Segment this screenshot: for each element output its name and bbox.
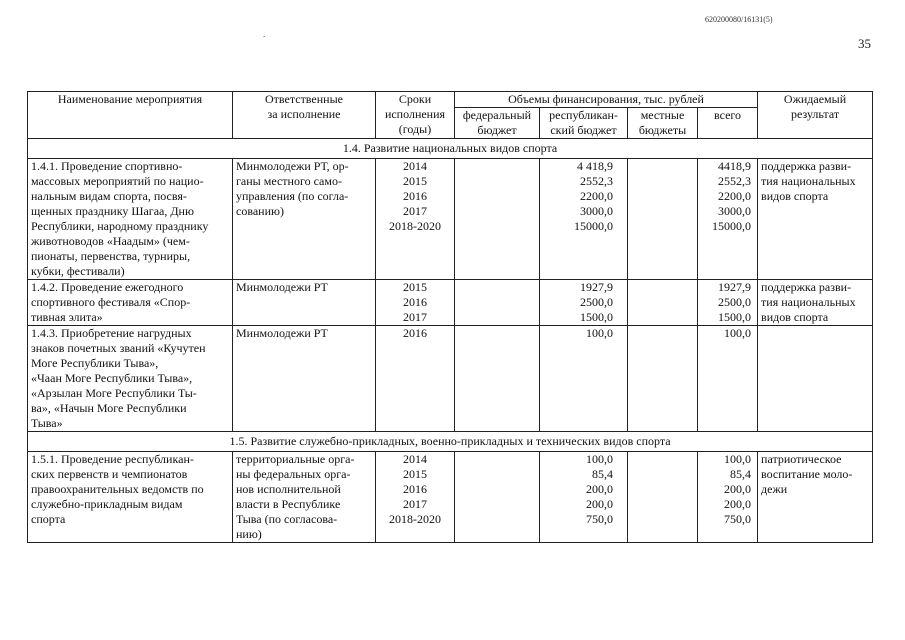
cell-line: кубки, фестивали) [31,264,125,278]
cell-responsible [233,280,376,326]
financing-table [27,91,873,543]
cell-federal [455,452,540,543]
cell-line: массовых мероприятий по нацио- [31,174,204,188]
cell-local [628,159,698,280]
cell-line: Сроки [398,92,432,106]
cell-line: пионаты, первенства, турниры, [31,249,191,263]
cell-line: 2552,3 [580,174,613,188]
cell-total [698,452,758,543]
cell-line: нию) [236,527,262,541]
cell-line: «Арзылан Моге Республики Ты- [31,386,197,400]
header-local [628,108,698,139]
cell-line: 2200,0 [580,189,613,203]
cell-line: 2016 [403,189,427,203]
cell-line: воспитание моло- [761,467,853,481]
cell-total [698,159,758,280]
cell-line: 2014 [403,452,427,466]
cell-line: Тыва (по согласова- [236,512,338,526]
cell-line: 100,0 [724,452,752,466]
cell-result [758,280,873,326]
cell-years [376,280,455,326]
cell-line: нальным видам спорта, посвя- [31,189,187,203]
cell-line: 2017 [403,204,427,218]
cell-line: 15000,0 [574,219,613,233]
cell-line: ских первенств и чемпионатов [31,467,188,481]
scan-mark: . [263,29,266,39]
cell-line: Ответственные [265,92,343,106]
cell-local [628,452,698,543]
cell-line: 2018-2020 [389,512,441,526]
cell-line: федеральный [462,108,532,122]
cell-local [628,280,698,326]
cell-line: видов спорта [761,310,829,324]
page-number: 35 [858,36,871,51]
cell-line: за исполнение [267,107,341,121]
cell-line: Тыва» [31,416,63,430]
cell-line: 3000,0 [580,204,613,218]
cell-line: животноводов «Наадым» (чем- [31,234,190,248]
cell-line: 200,0 [586,482,613,496]
cell-line: ны федеральных орга- [236,467,351,481]
cell-line: поддержка разви- [761,280,852,294]
cell-result [758,159,873,280]
section-title: 1.4. Развитие национальных видов спорта [28,139,873,159]
header-name: Наименование мероприятия [28,92,233,139]
cell-line: тия национальных [761,174,856,188]
cell-line: щенных празднику Шагаа, Дню [31,204,194,218]
cell-line: 200,0 [586,497,613,511]
section-row [28,139,873,159]
cell-line: Минмолодежи РТ, ор- [236,159,349,173]
cell-line: сованию) [236,204,284,218]
cell-line: 1.4.3. Приобретение нагрудных [31,326,192,340]
section-title: 1.5. Развитие служебно-прикладных, военно-прикладных и технических видов спорта [28,432,873,452]
cell-line: спортивного фестиваля «Спор- [31,295,191,309]
cell-line: Ожидаемый [783,92,847,106]
cell-line: правоохранительных ведомств по [31,482,204,496]
cell-line: бюджеты [638,123,687,137]
cell-line: управления (по согла- [236,189,349,203]
table-row [28,159,873,280]
cell-line: 2017 [403,497,427,511]
cell-line: 1.4.1. Проведение спортивно- [31,159,183,173]
cell-republic [540,452,628,543]
cell-total [698,326,758,432]
cell-name [28,452,233,543]
cell-line: ва», «Начын Моге Республики [31,401,187,415]
cell-line: бюджет [477,123,517,137]
table-row [28,326,873,432]
cell-federal [455,326,540,432]
cell-responsible [233,326,376,432]
table-header [28,92,873,139]
cell-line: республикан- [549,108,618,122]
cell-line: 750,0 [586,512,613,526]
cell-line: «Чаан Моге Республики Тыва», [31,371,193,385]
cell-line: 1500,0 [580,310,613,324]
cell-line: патриотическое [761,452,842,466]
cell-line: видов спорта [761,189,829,203]
cell-line: тивная элита» [31,310,103,324]
cell-line: тия национальных [761,295,856,309]
cell-line: 2015 [403,174,427,188]
cell-line: поддержка разви- [761,159,852,173]
cell-total [698,280,758,326]
cell-line: Республики, народному празднику [31,219,209,233]
cell-line: спорта [31,512,66,526]
cell-line: 85,4 [730,467,752,481]
cell-line: 2016 [403,295,427,309]
cell-line: Моге Республики Тыва», [31,356,159,370]
cell-line: 15000,0 [712,219,752,233]
cell-line: 2552,3 [718,174,752,188]
cell-line: 2014 [403,159,427,173]
cell-line: 1927,9 [580,280,613,294]
cell-line: 2500,0 [718,295,752,309]
cell-result [758,452,873,543]
cell-line: 2015 [403,280,427,294]
header-terms [376,92,455,139]
cell-line: 1.4.2. Проведение ежегодного [31,280,184,294]
cell-years [376,159,455,280]
cell-line: власти в Республике [236,497,341,511]
header-republic [540,108,628,139]
cell-federal [455,280,540,326]
cell-line: 2200,0 [718,189,752,203]
cell-name [28,280,233,326]
cell-years [376,326,455,432]
cell-line: территориальные орга- [236,452,355,466]
cell-name [28,326,233,432]
table-body [28,139,873,543]
cell-line: Минмолодежи РТ [236,326,328,340]
cell-republic [540,280,628,326]
cell-line: 3000,0 [718,204,752,218]
document-id: 620200080/16131(5) [705,15,773,24]
cell-line: ганы местного само- [236,174,342,188]
header-responsible [233,92,376,139]
cell-line: 750,0 [724,512,752,526]
cell-line: 200,0 [724,497,752,511]
cell-line: результат [790,107,840,121]
cell-line: 4418,9 [718,159,752,173]
cell-line: нов исполнительной [236,482,341,496]
cell-republic [540,159,628,280]
header-financing: Объемы финансирования, тыс. рублей [455,92,758,108]
section-row [28,432,873,452]
cell-line: дежи [761,482,788,496]
cell-line: местные [640,108,685,122]
cell-line: 2017 [403,310,427,324]
cell-line: 1500,0 [718,310,752,324]
cell-line: 2500,0 [580,295,613,309]
cell-line: (годы) [398,122,432,136]
cell-line: 100,0 [586,326,613,340]
cell-line: Минмолодежи РТ [236,280,328,294]
cell-line: исполнения [384,107,446,121]
cell-line: 2018-2020 [389,219,441,233]
header-result [758,92,873,139]
header-total: всего [698,108,758,139]
cell-line: 100,0 [724,326,752,340]
cell-line: ский бюджет [550,123,617,137]
cell-name [28,159,233,280]
cell-result [758,326,873,432]
cell-line: 2016 [403,326,427,340]
cell-line: знаков почетных званий «Кучутен [31,341,206,355]
cell-local [628,326,698,432]
cell-responsible [233,452,376,543]
cell-line: 2015 [403,467,427,481]
header-row [28,92,873,108]
table-row [28,452,873,543]
table-row [28,280,873,326]
cell-line: 4 418,9 [577,159,613,173]
cell-line: 1927,9 [718,280,752,294]
cell-line: 200,0 [724,482,752,496]
cell-federal [455,159,540,280]
cell-line: 100,0 [586,452,613,466]
cell-line: 1.5.1. Проведение республикан- [31,452,194,466]
header-federal [455,108,540,139]
cell-line: 2016 [403,482,427,496]
cell-responsible [233,159,376,280]
cell-years [376,452,455,543]
cell-line: служебно-прикладным видам [31,497,183,511]
cell-republic [540,326,628,432]
cell-line: 85,4 [592,467,613,481]
